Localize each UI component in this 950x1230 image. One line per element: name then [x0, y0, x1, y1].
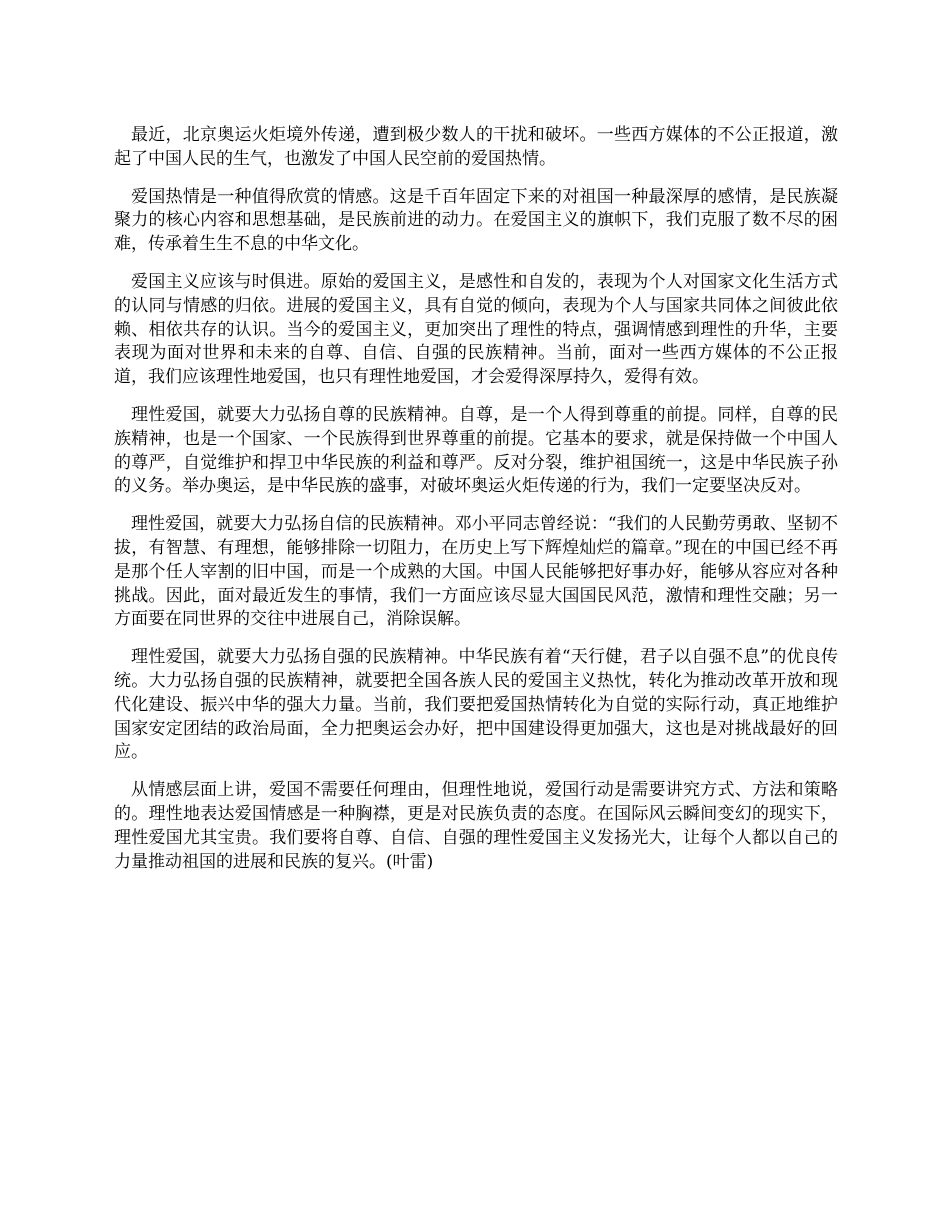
paragraph-6: 理性爱国，就要大力弘扬自强的民族精神。中华民族有着“天行健，君子以自强不息”的优良传统。大力弘扬自强的民族精神，就要把全国各族人民的爱国主义热忱，转化为推动改革开放和现代化建设、振兴中华的强大力量。当前，我们要把爱国热情转化为自觉的实际行动，真正地维护国家安定团结的政治局面，全力把奥运会办好，把中国建设得更加强大，这也是对挑战最好的回应。: [114, 647, 838, 763]
paragraph-1: 最近，北京奥运火炬境外传递，遭到极少数人的干扰和破坏。一些西方媒体的不公正报道，激起了中国人民的生气，也激发了中国人民空前的爱国热情。: [114, 125, 838, 169]
paragraph-5: 理性爱国，就要大力弘扬自信的民族精神。邓小平同志曾经说：“我们的人民勤劳勇敢、坚韧不拔，有智慧、有理想，能够排除一切阻力，在历史上写下辉煌灿烂的篇章。”现在的中国已经不再是那个任人宰割的旧中国，而是一个成熟的大国。中国人民能够把好事办好，能够从容应对各种挑战。因此，面对最近发生的事情，我们一方面应该尽显大国国民风范，激情和理性交融；另一方面要在同世界的交往中进展自己，消除误解。: [114, 514, 838, 630]
paragraph-3: 爱国主义应该与时俱进。原始的爱国主义，是感性和自发的，表现为个人对国家文化生活方式的认同与情感的归依。进展的爱国主义，具有自觉的倾向，表现为个人与国家共同体之间彼此依赖、相依共存的认识。当今的爱国主义，更加突出了理性的特点，强调情感到理性的升华，主要表现为面对世界和未来的自尊、自信、自强的民族精神。当前，面对一些西方媒体的不公正报道，我们应该理性地爱国，也只有理性地爱国，才会爱得深厚持久，爱得有效。: [114, 271, 838, 388]
paragraph-7: 从情感层面上讲，爱国不需要任何理由，但理性地说，爱国行动是需要讲究方式、方法和策略的。理性地表达爱国情感是一种胸襟，更是对民族负责的态度。在国际风云瞬间变幻的现实下，理性爱国尤其宝贵。我们要将自尊、自信、自强的理性爱国主义发扬光大，让每个人都以自己的力量推动祖国的进展和民族的复兴。(叶雷): [114, 780, 838, 872]
article-body: [114, 124, 838, 888]
paragraph-2: 爱国热情是一种值得欣赏的情感。这是千百年固定下来的对祖国一种最深厚的感情，是民族凝聚力的核心内容和思想基础，是民族前进的动力。在爱国主义的旗帜下，我们克服了数不尽的困难，传承着生生不息的中华文化。: [114, 186, 838, 255]
paragraph-4: 理性爱国，就要大力弘扬自尊的民族精神。自尊，是一个人得到尊重的前提。同样，自尊的民族精神，也是一个国家、一个民族得到世界尊重的前提。它基本的要求，就是保持做一个中国人的尊严，自觉维护和捍卫中华民族的利益和尊严。反对分裂，维护祖国统一，这是中华民族子孙的义务。举办奥运，是中华民族的盛事，对破坏奥运火炬传递的行为，我们一定要坚决反对。: [114, 404, 838, 497]
